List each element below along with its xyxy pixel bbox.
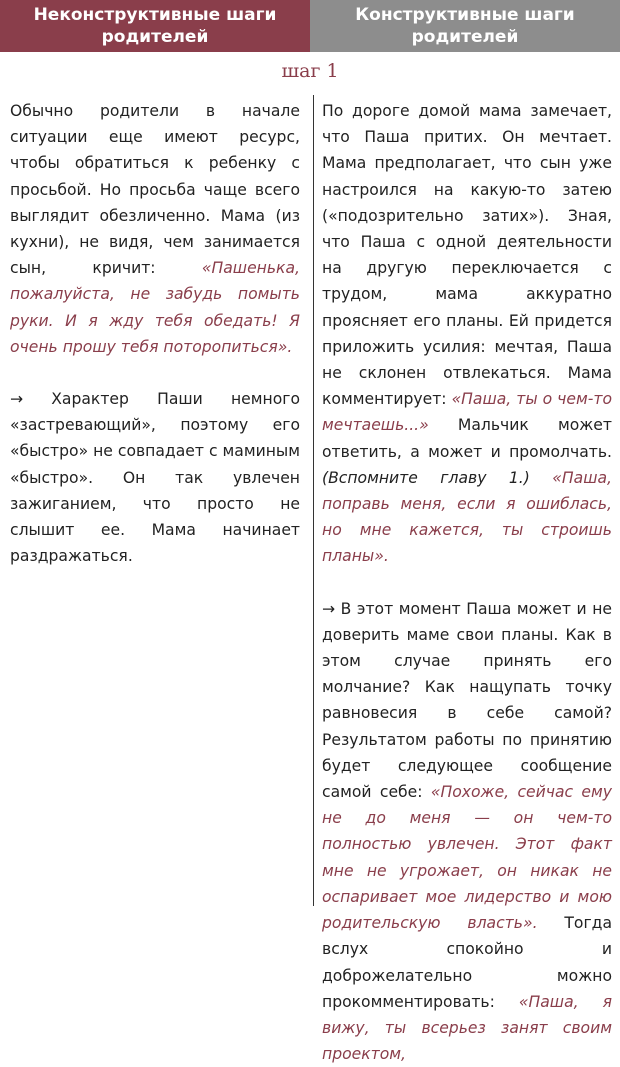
right-p2-text-2: Тогда вслух спокойно и доброжелательно можно прокомментировать: — [322, 914, 612, 1011]
header-unconstructive: Неконструктивные шаги родителей — [0, 0, 310, 52]
left-p1-quote: «Пашенька, пожалуйста, не забудь помыть руки. И я жду тебя обедать! Я очень прошу тебя поторопиться». — [10, 259, 300, 356]
right-paragraph-1 — [322, 98, 612, 570]
right-column — [322, 98, 612, 1067]
column-divider — [313, 95, 314, 906]
right-p2-quote-2: «Паша, я вижу, ты всерьез занят своим проектом, — [322, 992, 612, 1064]
left-paragraph-2 — [10, 386, 300, 569]
right-p1-aside: (Вспомните главу 1.) — [322, 468, 530, 487]
right-p1-quote-2: «Паша, поправь меня, если я ошиблась, но мне кажется, ты строишь планы». — [322, 468, 612, 566]
right-p1-text-2: Мальчик может ответить, а может и промолчать. — [322, 416, 612, 461]
right-p2-text: → В этот момент Паша может и не доверить маме свои планы. Как в этом случае принять его молчание? Как нащупать точку равновесия в себе самой? Результатом работы по принятию будет следующее сообщение самой себе: — [322, 599, 612, 802]
left-column — [10, 98, 300, 569]
left-p1-text: Обычно родители в начале ситуации еще имеют ресурс, чтобы обратиться к ребенку с просьбой. Но просьба чаще всего выглядит обезличенно. Мама (из кухни), не видя, чем занимается сын, кричит: — [10, 102, 300, 278]
header-constructive: Конструктивные шаги родителей — [310, 0, 620, 52]
right-paragraph-2 — [322, 596, 612, 1067]
step-label: шаг 1 — [281, 60, 339, 82]
left-p2-text: → Характер Паши немного «застревающий», поэтому его «быстро» не совпадает с маминым «быстро». Он так увлечен зажиганием, что просто не слышит ее. Мама начинает раздражаться. — [10, 390, 300, 566]
right-p1-text: По дороге домой мама замечает, что Паша притих. Он мечтает. Мама предполагает, что сын уже настроился на какую-то затею («подозрительно затих»). Зная, что Паша с одной деятельности на другую переключается с трудом, мама аккуратно проясняет его планы. Ей придется приложить усилия: мечтая, Паша не склонен отвлекаться. Мама комментирует: — [322, 102, 612, 409]
table-header — [0, 0, 620, 52]
right-p1-quote-1: «Паша, ты о чем-то мечтаешь...» — [322, 390, 612, 435]
right-p2-quote: «Похоже, сейчас ему не до меня — он чем-то полностью увлечен. Этот факт мне не угрожает, он никак не оспаривает мое лидерство и мою родительскую власть». — [322, 783, 612, 933]
left-paragraph-1 — [10, 98, 300, 360]
